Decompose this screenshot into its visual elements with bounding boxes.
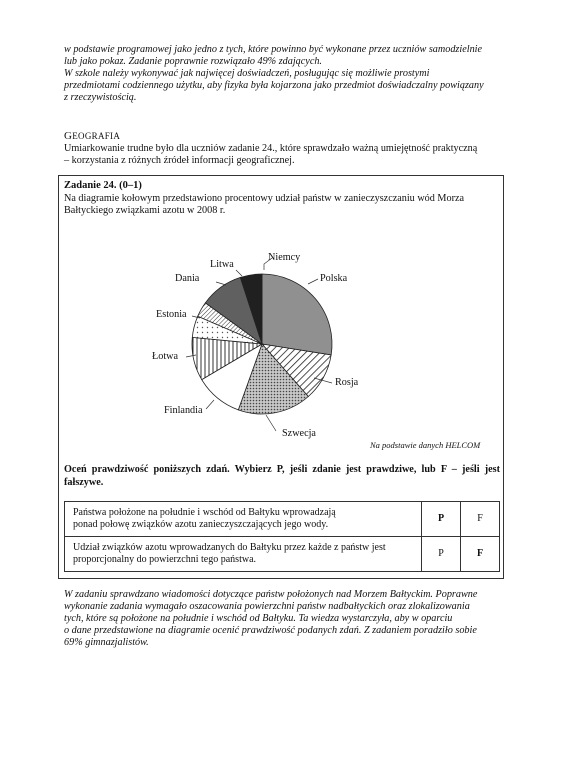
section-line: – korzystania z różnych źródeł informacji geograficznej. <box>64 155 295 166</box>
option-f[interactable]: F <box>461 537 500 572</box>
note-paragraph <box>64 589 500 649</box>
leader-litwa <box>236 270 242 276</box>
leader-finlandia <box>206 400 214 409</box>
label-rosja: Rosja <box>335 377 359 388</box>
task-line: Bałtyckiego związkami azotu w 2008 r. <box>64 205 226 216</box>
statement-line: ponad połowę związków azotu zanieczyszczających jego wody. <box>73 519 329 530</box>
task-title: Zadanie 24. (0–1) <box>64 180 142 191</box>
table-row <box>65 502 500 537</box>
option-p[interactable]: P <box>422 537 461 572</box>
label-litwa: Litwa <box>210 259 234 270</box>
section-heading-initial: G <box>64 130 73 142</box>
label-finlandia: Finlandia <box>164 405 203 416</box>
section-heading-rest: EOGRAFIA <box>72 131 121 141</box>
table-row <box>65 537 500 572</box>
task-instruction: Oceń prawdziwość poniższych zdań. Wybierz P, jeśli zdanie jest prawdziwe, lub F – jeśli jest fałszywe. <box>64 464 500 488</box>
intro-line: z rzeczywistością. <box>64 92 137 103</box>
label-szwecja: Szwecja <box>282 428 316 439</box>
leader-szwecja <box>266 415 276 431</box>
note-line: 69% gimnazjalistów. <box>64 637 149 648</box>
pie-slice-polska <box>262 274 332 355</box>
statement-line: Udział związków azotu wprowadzanych do Bałtyku przez każde z państw jest <box>73 542 386 553</box>
note-line: o dane przedstawione na diagramie ocenić prawdziwość podanych zdań. Z zadaniem poradziło sobie <box>64 625 477 636</box>
option-f[interactable]: F <box>461 502 500 537</box>
label-polska: Polska <box>320 273 348 284</box>
intro-line: lub jako pokaz. Zadanie poprawnie rozwiązało 49% zdających. <box>64 56 322 67</box>
statement-cell <box>65 537 422 572</box>
note-line: wykonanie zadania wymagało oszacowania powierzchni państw nadbałtyckich oraz zlokalizowania <box>64 601 470 612</box>
chart-source: Na podstawie danych HELCOM <box>370 440 481 450</box>
label-lotwa: Łotwa <box>152 351 179 362</box>
intro-line: w podstawie programowej jako jedno z tych, które powinno być wykonane przez uczniów samodzielnie <box>64 44 483 55</box>
statement-line: Państwa położone na południe i wschód od Bałtyku wprowadzają <box>73 507 336 518</box>
leader-dania <box>216 282 226 285</box>
intro-line: W szkole należy wykonywać jak najwięcej doświadczeń, posługując się możliwie prostymi <box>64 68 430 79</box>
label-dania: Dania <box>175 273 200 284</box>
leader-polska <box>308 279 318 284</box>
label-estonia: Estonia <box>156 309 187 320</box>
note-line: tych, które są położone na południe i wschód od Bałtyku. Ta wiedza wystarczyła, aby w oparciu <box>64 613 453 624</box>
intro-line: przedmiotami codziennego użytku, aby fizyka była kojarzona jako przedmiot doświadczalny powiązany <box>64 80 484 91</box>
note-line: W zadaniu sprawdzano wiadomości dotyczące państw położonych nad Morzem Bałtyckim. Poprawne <box>64 589 478 600</box>
label-niemcy: Niemcy <box>268 252 301 263</box>
statement-line: proporcjonalny do powierzchni tego państwa. <box>73 554 257 565</box>
section-line: Umiarkowanie trudne było dla uczniów zadanie 24., które sprawdzało ważną umiejętność praktyczną <box>64 143 478 154</box>
task-line: Na diagramie kołowym przedstawiono procentowy udział państw w zanieczyszczaniu wód Morza <box>64 193 465 204</box>
true-false-table <box>64 501 500 572</box>
statement-cell <box>65 502 422 537</box>
option-p[interactable]: P <box>422 502 461 537</box>
